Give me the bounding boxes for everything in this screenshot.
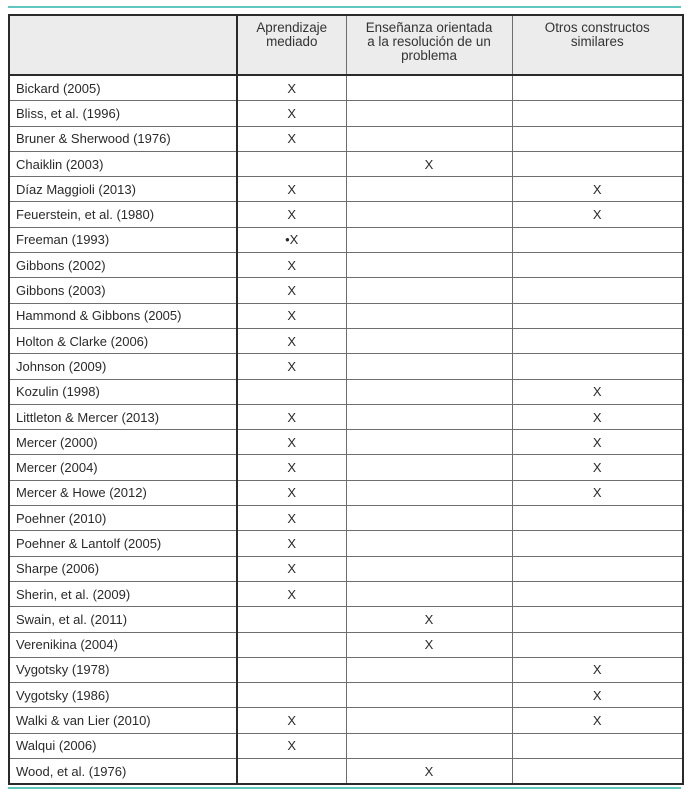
table-row [9, 759, 683, 785]
header-line: Aprendizaje [256, 20, 328, 35]
ensenanza-orientada-cell: X [346, 607, 512, 632]
author-cell: Holton & Clarke (2006) [9, 328, 237, 353]
otros-constructos-cell: X [512, 683, 683, 708]
ensenanza-orientada-cell [346, 430, 512, 455]
table-row [9, 303, 683, 328]
otros-constructos-cell: X [512, 657, 683, 682]
author-cell: Poehner & Lantolf (2005) [9, 531, 237, 556]
aprendizaje-mediado-cell: X [237, 101, 346, 126]
author-cell: Poehner (2010) [9, 506, 237, 531]
table-row [9, 733, 683, 758]
aprendizaje-mediado-cell [237, 607, 346, 632]
author-cell: Swain, et al. (2011) [9, 607, 237, 632]
aprendizaje-mediado-cell: X [237, 404, 346, 429]
author-cell: Johnson (2009) [9, 354, 237, 379]
table-row [9, 632, 683, 657]
author-cell: Freeman (1993) [9, 227, 237, 252]
ensenanza-orientada-cell [346, 202, 512, 227]
header-line: similares [570, 34, 624, 49]
author-cell: Gibbons (2002) [9, 253, 237, 278]
header-line: Enseñanza orientada [365, 20, 493, 35]
author-cell: Walki & van Lier (2010) [9, 708, 237, 733]
aprendizaje-mediado-cell [237, 657, 346, 682]
table-row [9, 101, 683, 126]
aprendizaje-mediado-cell: X [237, 506, 346, 531]
ensenanza-orientada-cell [346, 708, 512, 733]
table-row [9, 506, 683, 531]
author-cell: Bliss, et al. (1996) [9, 101, 237, 126]
header-line: Otros constructos [544, 20, 650, 35]
ensenanza-orientada-cell [346, 657, 512, 682]
ensenanza-orientada-cell [346, 455, 512, 480]
otros-constructos-cell [512, 227, 683, 252]
header-aprendizaje-mediado [237, 15, 346, 75]
aprendizaje-mediado-cell [237, 683, 346, 708]
table-row [9, 227, 683, 252]
author-cell: Mercer (2004) [9, 455, 237, 480]
otros-constructos-cell [512, 759, 683, 785]
table-row [9, 278, 683, 303]
table-row [9, 455, 683, 480]
constructs-table [8, 14, 684, 785]
table-row [9, 657, 683, 682]
ensenanza-orientada-cell: X [346, 151, 512, 176]
ensenanza-orientada-cell [346, 75, 512, 101]
otros-constructos-cell: X [512, 177, 683, 202]
aprendizaje-mediado-cell [237, 151, 346, 176]
aprendizaje-mediado-cell: X [237, 202, 346, 227]
ensenanza-orientada-cell [346, 531, 512, 556]
otros-constructos-cell: X [512, 202, 683, 227]
otros-constructos-cell: X [512, 708, 683, 733]
otros-constructos-cell [512, 733, 683, 758]
otros-constructos-cell [512, 101, 683, 126]
aprendizaje-mediado-cell: •X [237, 227, 346, 252]
ensenanza-orientada-cell [346, 328, 512, 353]
ensenanza-orientada-cell: X [346, 632, 512, 657]
table-row [9, 607, 683, 632]
ensenanza-orientada-cell [346, 227, 512, 252]
table-row [9, 75, 683, 101]
ensenanza-orientada-cell [346, 733, 512, 758]
ensenanza-orientada-cell [346, 253, 512, 278]
aprendizaje-mediado-cell: X [237, 455, 346, 480]
aprendizaje-mediado-cell: X [237, 177, 346, 202]
otros-constructos-cell [512, 632, 683, 657]
author-cell: Bickard (2005) [9, 75, 237, 101]
otros-constructos-cell [512, 278, 683, 303]
ensenanza-orientada-cell [346, 480, 512, 505]
otros-constructos-cell [512, 354, 683, 379]
aprendizaje-mediado-cell: X [237, 303, 346, 328]
table-row [9, 202, 683, 227]
aprendizaje-mediado-cell: X [237, 354, 346, 379]
otros-constructos-cell [512, 556, 683, 581]
aprendizaje-mediado-cell [237, 759, 346, 785]
otros-constructos-cell [512, 253, 683, 278]
author-cell: Kozulin (1998) [9, 379, 237, 404]
table-row [9, 379, 683, 404]
otros-constructos-cell [512, 506, 683, 531]
author-cell: Chaiklin (2003) [9, 151, 237, 176]
author-cell: Hammond & Gibbons (2005) [9, 303, 237, 328]
author-cell: Wood, et al. (1976) [9, 759, 237, 785]
ensenanza-orientada-cell [346, 303, 512, 328]
author-cell: Sharpe (2006) [9, 556, 237, 581]
table-row [9, 253, 683, 278]
otros-constructos-cell [512, 607, 683, 632]
aprendizaje-mediado-cell: X [237, 75, 346, 101]
otros-constructos-cell: X [512, 379, 683, 404]
aprendizaje-mediado-cell: X [237, 531, 346, 556]
author-cell: Feuerstein, et al. (1980) [9, 202, 237, 227]
ensenanza-orientada-cell [346, 556, 512, 581]
author-cell: Sherin, et al. (2009) [9, 581, 237, 606]
ensenanza-orientada-cell [346, 506, 512, 531]
otros-constructos-cell [512, 581, 683, 606]
aprendizaje-mediado-cell: X [237, 126, 346, 151]
header-line: a la resolución de un [367, 34, 491, 49]
author-cell: Walqui (2006) [9, 733, 237, 758]
author-cell: Vygotsky (1978) [9, 657, 237, 682]
aprendizaje-mediado-cell [237, 379, 346, 404]
otros-constructos-cell: X [512, 455, 683, 480]
header-author [9, 15, 237, 75]
ensenanza-orientada-cell [346, 354, 512, 379]
author-cell: Littleton & Mercer (2013) [9, 404, 237, 429]
otros-constructos-cell: X [512, 480, 683, 505]
table-row [9, 126, 683, 151]
aprendizaje-mediado-cell: X [237, 430, 346, 455]
otros-constructos-cell: X [512, 430, 683, 455]
bottom-rule [8, 787, 681, 789]
otros-constructos-cell [512, 531, 683, 556]
ensenanza-orientada-cell [346, 581, 512, 606]
author-cell: Gibbons (2003) [9, 278, 237, 303]
table-row [9, 151, 683, 176]
aprendizaje-mediado-cell: X [237, 480, 346, 505]
table-row [9, 683, 683, 708]
table-row [9, 708, 683, 733]
table-row [9, 404, 683, 429]
header-ensenanza-orientada [346, 15, 512, 75]
author-cell: Díaz Maggioli (2013) [9, 177, 237, 202]
aprendizaje-mediado-cell: X [237, 581, 346, 606]
table-row [9, 480, 683, 505]
ensenanza-orientada-cell [346, 126, 512, 151]
otros-constructos-cell [512, 75, 683, 101]
ensenanza-orientada-cell [346, 278, 512, 303]
header-row [9, 15, 683, 75]
aprendizaje-mediado-cell: X [237, 708, 346, 733]
table-row [9, 354, 683, 379]
otros-constructos-cell [512, 328, 683, 353]
header-line: mediado [266, 34, 318, 49]
author-cell: Mercer & Howe (2012) [9, 480, 237, 505]
ensenanza-orientada-cell: X [346, 759, 512, 785]
ensenanza-orientada-cell [346, 379, 512, 404]
ensenanza-orientada-cell [346, 404, 512, 429]
otros-constructos-cell [512, 151, 683, 176]
ensenanza-orientada-cell [346, 683, 512, 708]
table-row [9, 531, 683, 556]
aprendizaje-mediado-cell: X [237, 278, 346, 303]
otros-constructos-cell [512, 126, 683, 151]
author-cell: Vygotsky (1986) [9, 683, 237, 708]
aprendizaje-mediado-cell [237, 632, 346, 657]
otros-constructos-cell [512, 303, 683, 328]
ensenanza-orientada-cell [346, 101, 512, 126]
table-row [9, 430, 683, 455]
table-row [9, 328, 683, 353]
table-row [9, 581, 683, 606]
otros-constructos-cell: X [512, 404, 683, 429]
header-line: problema [401, 48, 457, 63]
author-cell: Verenikina (2004) [9, 632, 237, 657]
top-rule [8, 6, 681, 8]
author-cell: Bruner & Sherwood (1976) [9, 126, 237, 151]
ensenanza-orientada-cell [346, 177, 512, 202]
table-row [9, 556, 683, 581]
table-row [9, 177, 683, 202]
author-cell: Mercer (2000) [9, 430, 237, 455]
aprendizaje-mediado-cell: X [237, 253, 346, 278]
aprendizaje-mediado-cell: X [237, 733, 346, 758]
header-otros-constructos [512, 15, 683, 75]
aprendizaje-mediado-cell: X [237, 328, 346, 353]
aprendizaje-mediado-cell: X [237, 556, 346, 581]
